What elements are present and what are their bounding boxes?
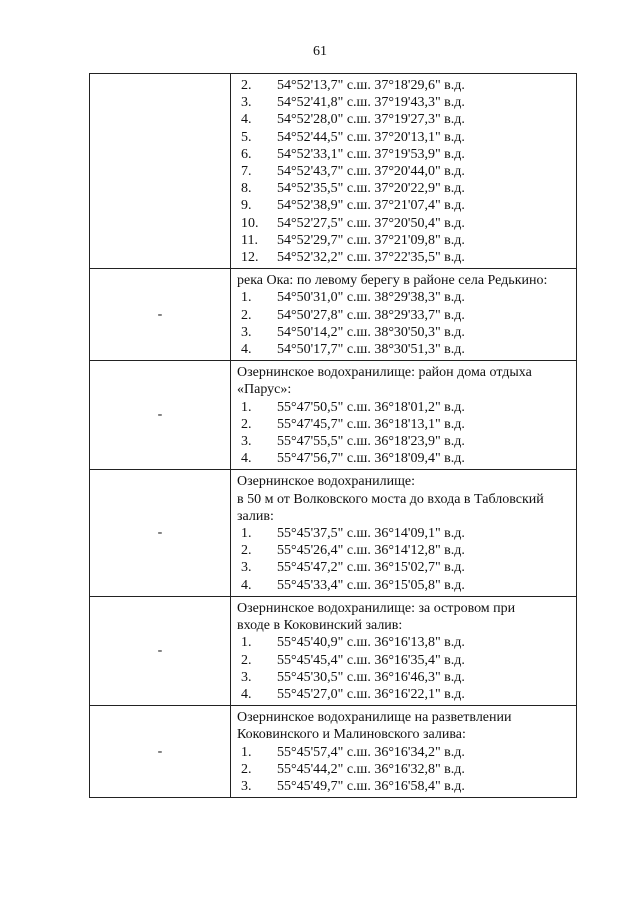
- coordinate-number: 3.: [241, 560, 252, 576]
- coordinate-number: 2.: [241, 543, 252, 559]
- coordinate-item: [237, 307, 572, 324]
- coordinate-number: 2.: [241, 652, 252, 668]
- coordinate-value: 54°50'31,0" с.ш. 38°29'38,3" в.д.: [277, 290, 465, 306]
- coordinate-number: 4.: [241, 686, 252, 702]
- coordinate-number: 10.: [241, 215, 259, 231]
- coordinate-value: 54°52'44,5" с.ш. 37°20'13,1" в.д.: [277, 129, 465, 145]
- coordinate-value: 54°52'33,1" с.ш. 37°19'53,9" в.д.: [277, 146, 465, 162]
- coordinate-value: 54°50'27,8" с.ш. 38°29'33,7" в.д.: [277, 307, 465, 323]
- coordinate-number: 3.: [241, 669, 252, 685]
- coordinate-number: 4.: [241, 342, 252, 358]
- coordinate-value: 54°52'41,8" с.ш. 37°19'43,3" в.д.: [277, 95, 465, 111]
- coordinate-item: [237, 163, 572, 180]
- coordinate-value: 55°47'45,7" с.ш. 36°18'13,1" в.д.: [277, 416, 465, 432]
- coordinate-value: 55°47'50,5" с.ш. 36°18'01,2" в.д.: [277, 399, 465, 415]
- coordinate-value: 54°52'29,7" с.ш. 37°21'09,8" в.д.: [277, 232, 465, 248]
- location-cell: [231, 596, 577, 705]
- coordinate-item: [237, 669, 572, 686]
- coordinate-number: 5.: [241, 129, 252, 145]
- location-cell: [231, 470, 577, 596]
- coordinate-value: 55°47'55,5" с.ш. 36°18'23,9" в.д.: [277, 434, 465, 450]
- location-cell: [231, 74, 577, 269]
- location-heading-line: «Парус»:: [237, 382, 292, 398]
- coordinate-item: [237, 94, 572, 111]
- location-heading-line: Озернинское водохранилище:: [237, 474, 415, 490]
- coordinate-item: [237, 450, 572, 467]
- coordinate-number: 3.: [241, 95, 252, 111]
- table-row: [90, 596, 577, 705]
- coordinate-item: [237, 289, 572, 306]
- coordinate-item: [237, 324, 572, 341]
- zone-marker-cell: -: [90, 596, 231, 705]
- coordinate-number: 3.: [241, 324, 252, 340]
- coordinate-number: 7.: [241, 164, 252, 180]
- coordinate-item: [237, 111, 572, 128]
- coordinate-value: 55°45'45,4" с.ш. 36°16'35,4" в.д.: [277, 652, 465, 668]
- zone-marker-cell: [90, 74, 231, 269]
- coordinate-value: 54°52'28,0" с.ш. 37°19'27,3" в.д.: [277, 112, 465, 128]
- coordinate-value: 55°45'30,5" с.ш. 36°16'46,3" в.д.: [277, 669, 465, 685]
- coordinates-table: [89, 73, 577, 798]
- zone-marker-cell: -: [90, 361, 231, 470]
- coordinate-number: 2.: [241, 416, 252, 432]
- coordinate-item: [237, 197, 572, 214]
- coordinate-value: 55°47'56,7" с.ш. 36°18'09,4" в.д.: [277, 451, 465, 467]
- coordinate-value: 54°52'35,5" с.ш. 37°20'22,9" в.д.: [277, 181, 465, 197]
- location-heading-line: в 50 м от Волковского моста до входа в Табловский: [237, 491, 544, 507]
- coordinate-item: [237, 341, 572, 358]
- table-row: [90, 74, 577, 269]
- coordinate-number: 11.: [241, 232, 258, 248]
- coordinate-item: [237, 686, 572, 703]
- table-row: [90, 269, 577, 361]
- coordinate-item: [237, 778, 572, 795]
- coordinate-number: 4.: [241, 112, 252, 128]
- table-row: [90, 706, 577, 798]
- coordinate-number: 4.: [241, 451, 252, 467]
- location-heading-line: Озернинское водохранилище на разветвлении: [237, 710, 512, 726]
- zone-marker-cell: -: [90, 706, 231, 798]
- location-heading-line: река Ока: по левому берегу в районе села Редькино:: [237, 273, 548, 289]
- coordinate-value: 54°50'14,2" с.ш. 38°30'50,3" в.д.: [277, 324, 465, 340]
- coordinate-item: [237, 577, 572, 594]
- coordinate-value: 55°45'49,7" с.ш. 36°16'58,4" в.д.: [277, 778, 465, 794]
- coordinate-number: 2.: [241, 78, 252, 93]
- coordinate-item: [237, 232, 572, 249]
- coordinate-item: [237, 634, 572, 651]
- coordinate-item: [237, 744, 572, 761]
- coordinate-number: 1.: [241, 744, 252, 760]
- zone-marker-cell: -: [90, 470, 231, 596]
- location-cell: [231, 706, 577, 798]
- coordinate-number: 1.: [241, 399, 252, 415]
- coordinate-item: [237, 146, 572, 163]
- coordinate-number: 12.: [241, 250, 259, 266]
- coordinate-value: 55°45'57,4" с.ш. 36°16'34,2" в.д.: [277, 744, 465, 760]
- coordinate-number: 2.: [241, 307, 252, 323]
- coordinate-item: [237, 215, 572, 232]
- coordinate-item: [237, 761, 572, 778]
- coordinate-item: [237, 559, 572, 576]
- coordinate-value: 55°45'37,5" с.ш. 36°14'09,1" в.д.: [277, 526, 465, 542]
- zone-marker-cell: -: [90, 269, 231, 361]
- coordinate-value: 55°45'40,9" с.ш. 36°16'13,8" в.д.: [277, 635, 465, 651]
- coordinate-item: [237, 433, 572, 450]
- coordinate-number: 3.: [241, 434, 252, 450]
- page-number: 61: [313, 44, 327, 59]
- coordinate-number: 1.: [241, 635, 252, 651]
- location-heading-line: Озернинское водохранилище: за островом при: [237, 600, 516, 616]
- coordinate-item: [237, 542, 572, 559]
- coordinate-number: 8.: [241, 181, 252, 197]
- coordinate-value: 54°50'17,7" с.ш. 38°30'51,3" в.д.: [277, 342, 465, 358]
- coordinate-number: 6.: [241, 146, 252, 162]
- location-heading-line: залив:: [237, 508, 274, 524]
- coordinate-value: 55°45'33,4" с.ш. 36°15'05,8" в.д.: [277, 577, 465, 593]
- coordinate-value: 55°45'44,2" с.ш. 36°16'32,8" в.д.: [277, 761, 465, 777]
- coordinate-number: 3.: [241, 778, 252, 794]
- location-cell: [231, 269, 577, 361]
- coordinate-value: 55°45'27,0" с.ш. 36°16'22,1" в.д.: [277, 686, 465, 702]
- table-row: [90, 361, 577, 470]
- table-row: [90, 470, 577, 596]
- coordinate-item: [237, 525, 572, 542]
- coordinate-item: [237, 180, 572, 197]
- coordinate-item: [237, 77, 572, 94]
- coordinate-item: [237, 416, 572, 433]
- coordinate-value: 55°45'47,2" с.ш. 36°15'02,7" в.д.: [277, 560, 465, 576]
- coordinate-item: [237, 249, 572, 266]
- coordinate-value: 55°45'26,4" с.ш. 36°14'12,8" в.д.: [277, 543, 465, 559]
- coordinate-number: 2.: [241, 761, 252, 777]
- coordinate-value: 54°52'13,7" с.ш. 37°18'29,6" в.д.: [277, 78, 465, 93]
- coordinate-value: 54°52'43,7" с.ш. 37°20'44,0" в.д.: [277, 164, 465, 180]
- coordinate-value: 54°52'27,5" с.ш. 37°20'50,4" в.д.: [277, 215, 465, 231]
- location-heading-line: Коковинского и Малиновского залива:: [237, 727, 466, 743]
- coordinate-number: 1.: [241, 526, 252, 542]
- location-heading-line: Озернинское водохранилище: район дома отдыха: [237, 365, 532, 381]
- coordinate-item: [237, 399, 572, 416]
- coordinate-number: 4.: [241, 577, 252, 593]
- location-cell: [231, 361, 577, 470]
- coordinate-item: [237, 129, 572, 146]
- coordinate-value: 54°52'38,9" с.ш. 37°21'07,4" в.д.: [277, 198, 465, 214]
- coordinate-value: 54°52'32,2" с.ш. 37°22'35,5" в.д.: [277, 250, 465, 266]
- coordinate-number: 9.: [241, 198, 252, 214]
- coordinate-number: 1.: [241, 290, 252, 306]
- location-heading-line: входе в Коковинский залив:: [237, 618, 403, 634]
- coordinate-item: [237, 652, 572, 669]
